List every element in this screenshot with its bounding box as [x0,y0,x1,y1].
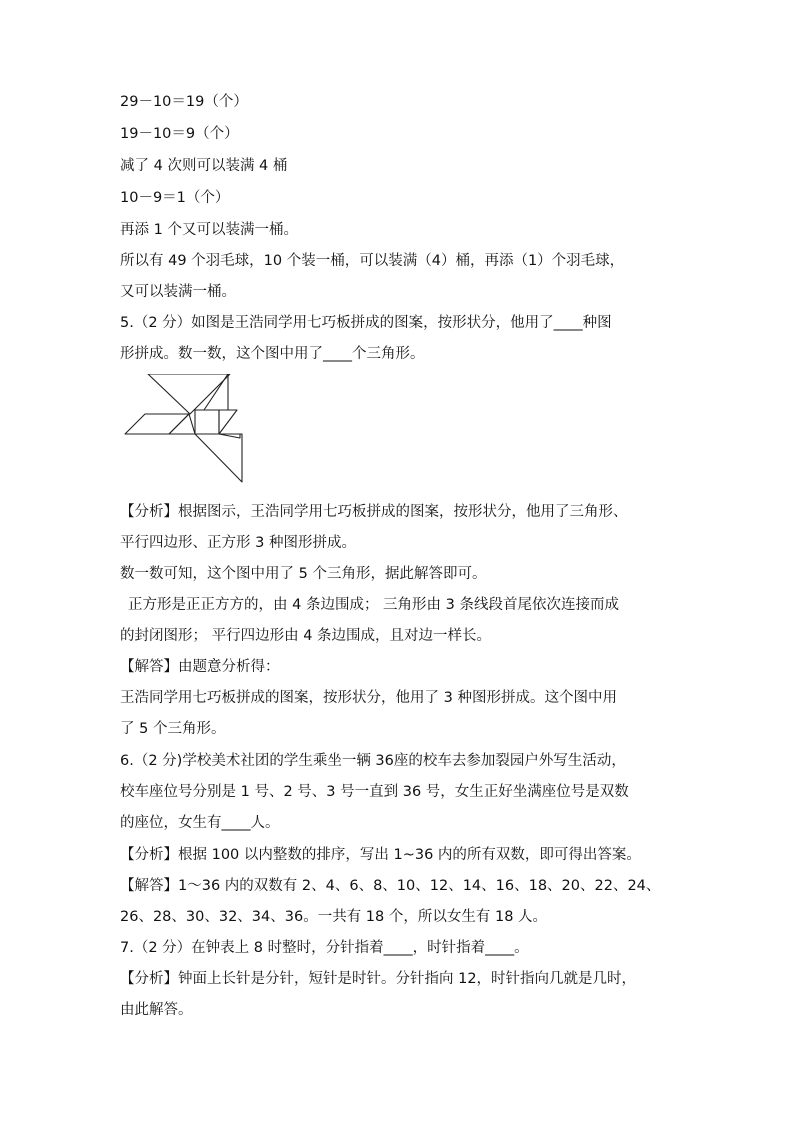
text-line: 又可以装满一桶。 [120,284,236,300]
question-5-stem: 5.（2 分）如图是王浩同学用七巧板拼成的图案，按形状分，他用了____种图 [120,315,612,331]
analysis-line: 【分析】根据 100 以内整数的排序，写出 1~36 内的所有双数，即可得出答案。 [120,847,641,863]
analysis-line: 平行四边形、正方形 3 种图形拼成。 [120,535,356,551]
tangram-small-triangle [204,374,228,410]
answer-line: 【解答】由题意分析得： [120,659,280,675]
question-6-stem: 6.（2 分)学校美术社团的学生乘坐一辆 36座的校车去参加裂园户外写生活动， [120,753,626,769]
tangram-large-triangle-bottom [195,434,242,482]
text-line: 29－10＝19（个） [120,94,248,110]
answer-line: 了 5 个三角形。 [120,721,226,737]
text-line: 10－9＝1（个） [120,190,230,206]
tangram-figure [120,374,250,486]
text-line: 再添 1 个又可以装满一桶。 [120,222,298,238]
analysis-line: 数一数可知，这个图中用了 5 个三角形，据此解答即可。 [120,566,487,582]
tangram-square [195,410,219,434]
analysis-line: 的封闭图形； 平行四边形由 4 条边围成，且对边一样长。 [120,628,492,644]
question-5-stem: 形拼成。数一数，这个图中用了____个三角形。 [120,346,425,362]
question-7-stem: 7.（2 分）在钟表上 8 时整时，分针指着____，时针指着____。 [120,940,529,956]
text-line: 减了 4 次则可以装满 4 桶 [120,158,288,174]
question-6-stem: 的座位，女生有____人。 [120,815,280,831]
text-line: 所以有 49 个羽毛球，10 个装一桶，可以装满（4）桶，再添（1）个羽毛球， [120,253,625,269]
analysis-line: 正方形是正正方方的，由 4 条边围成； 三角形由 3 条线段首尾依次连接而成 [128,597,619,613]
analysis-line: 【分析】钟面上长针是分针，短针是时针。分针指向 12，时针指向几就是几时， [120,971,637,987]
tangram-small-triangle [219,410,237,434]
answer-line: 26、28、30、32、34、36。一共有 18 个，所以女生有 18 人。 [120,909,548,925]
answer-line: 王浩同学用七巧板拼成的图案，按形状分，他用了 3 种图形拼成。这个图中用 [120,690,617,706]
tangram-tail [219,434,240,438]
analysis-line: 由此解答。 [120,1002,193,1018]
analysis-line: 【分析】根据图示，王浩同学用七巧板拼成的图案，按形状分，他用了三角形、 [120,504,628,520]
tangram-large-triangle-top [148,374,230,414]
question-6-stem: 校车座位号分别是 1 号、2 号、3 号一直到 36 号，女生正好坐满座位号是双数 [120,784,629,800]
tangram-small-triangle [169,414,195,434]
answer-line: 【解答】1～36 内的双数有 2、4、6、8、10、12、14、16、18、20、22、24、 [120,878,661,894]
text-line: 19－10＝9（个） [120,126,239,142]
